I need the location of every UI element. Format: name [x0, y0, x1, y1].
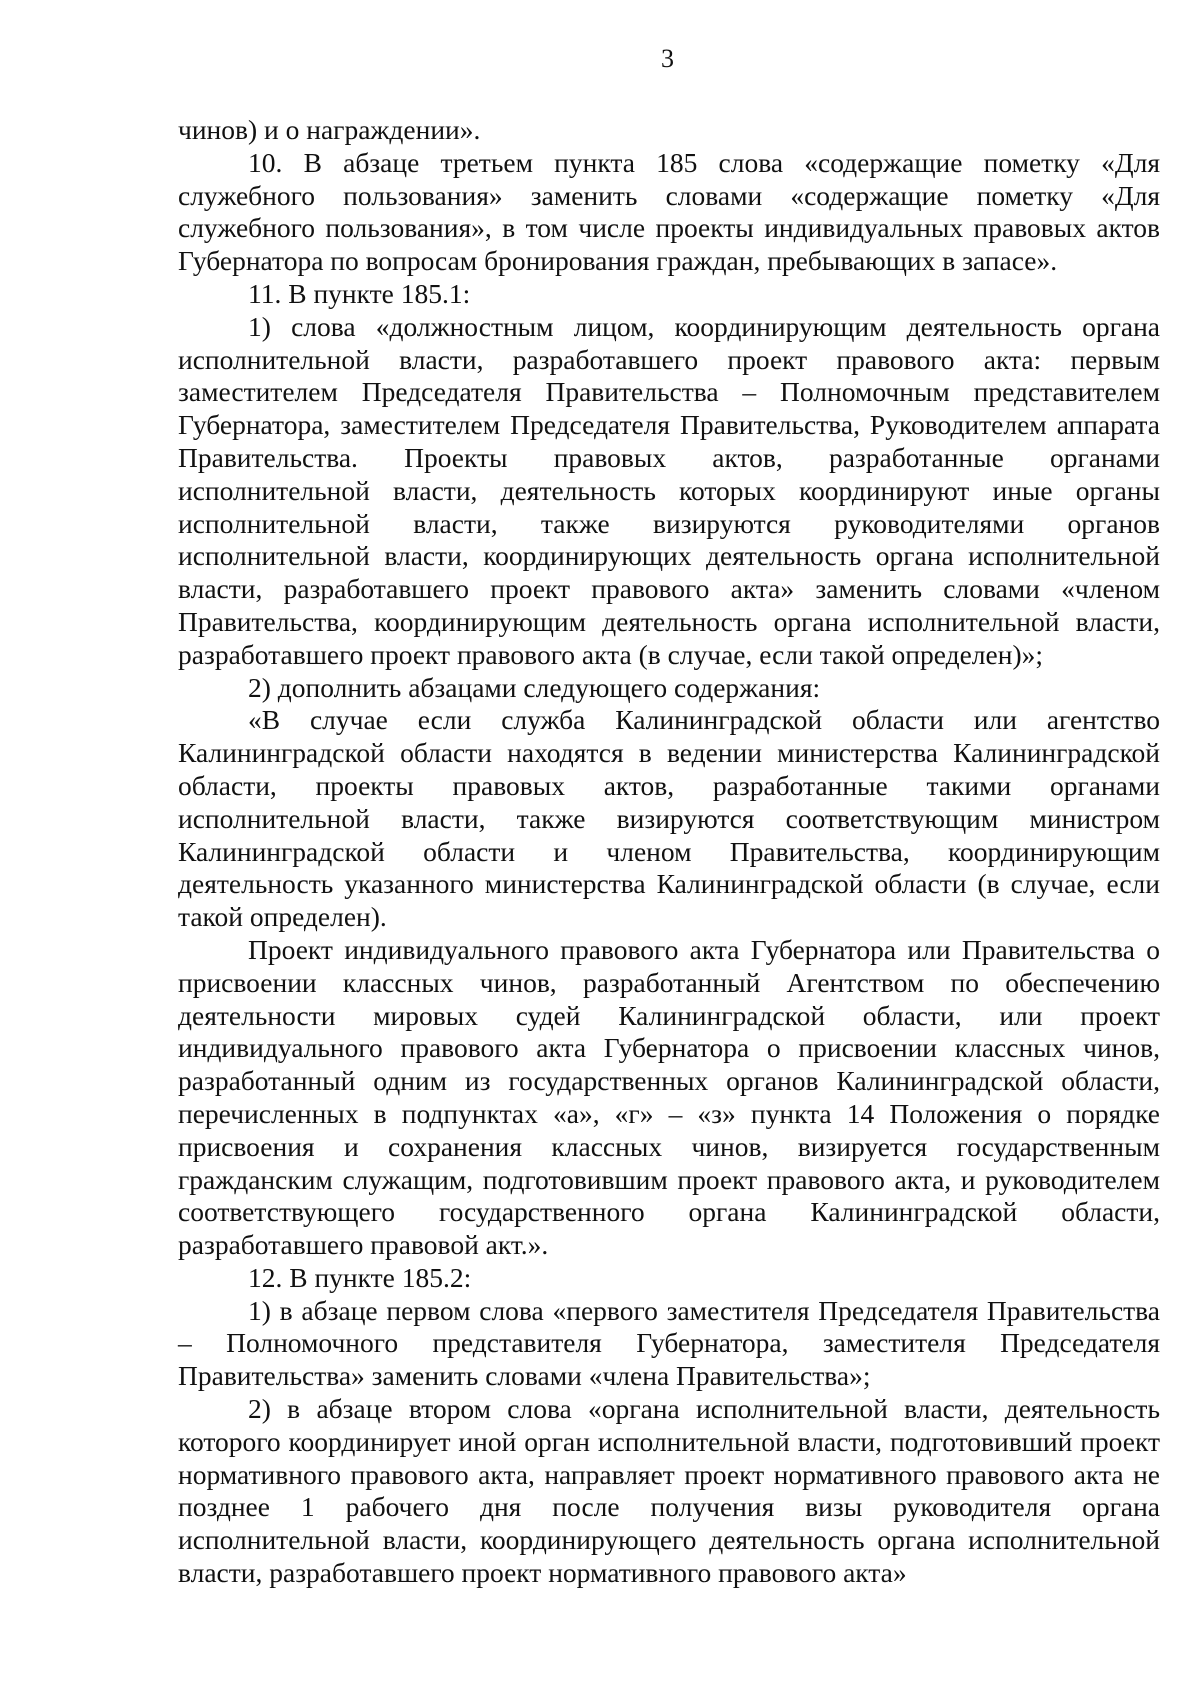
paragraph-item-12-sub-1: 1) в абзаце первом слова «первого заместителя Председателя Правительства – Полномочного представителя Губернатора, заместителя Председателя Правительства» заменить словами «члена Правительства»;	[178, 1294, 1160, 1392]
paragraph-item-12-heading: 12. В пункте 185.2:	[248, 1261, 472, 1293]
paragraph-continuation: чинов) и о награждении».	[178, 114, 481, 145]
paragraph-item-11-sub-2: 2) дополнить абзацами следующего содержания:	[248, 671, 821, 703]
page-number: 3	[661, 44, 674, 73]
paragraph-item-12-sub-2: 2) в абзаце втором слова «органа исполнительной власти, деятельность которого координирует иной орган исполнительной власти, подготовивший проект нормативного правового акта, направляет проект нормативного правового акта не позднее 1 рабочего дня после получения визы руководителя органа исполнительной власти, координирующего деятельность органа исполнительной власти, разработавшего проект нормативного правового акта»	[178, 1393, 1160, 1589]
paragraph-item-10: 10. В абзаце третьем пункта 185 слова «содержащие пометку «Для служебного пользования» заменить словами «содержащие пометку «Для служебного пользования», в том числе проекты индивидуальных правовых актов Губернатора по вопросам бронирования граждан, пребывающих в запасе».	[178, 146, 1160, 277]
paragraph-inserted-text-2: Проект индивидуального правового акта Губернатора или Правительства о присвоении классных чинов, разработанный Агентством по обеспечению деятельности мировых судей Калининградской области, или проект индивидуального правового акта Губернатора о присвоении классных чинов, разработанный одним из государственных органов Калининградской области, перечисленных в подпунктах «а», «г» – «з» пункта 14 Положения о порядке присвоения и сохранения классных чинов, визируется государственным гражданским служащим, подготовившим проект правового акта, и руководителем соответствующего государственного органа Калининградской области, разработавшего правовой акт.».	[178, 933, 1160, 1261]
paragraph-inserted-text-1: «В случае если служба Калининградской области или агентство Калининградской области находятся в ведении министерства Калининградской области, проекты правовых актов, разработанные такими органами исполнительной власти, также визируются соответствующим министром Калининградской области и членом Правительства, координирующим деятельность указанного министерства Калининградской области (в случае, если такой определен).	[178, 704, 1160, 933]
document-body	[178, 114, 1160, 1590]
paragraph-item-11-heading: 11. В пункте 185.1:	[248, 277, 471, 309]
paragraph-item-11-sub-1: 1) слова «должностным лицом, координирующим деятельность органа исполнительной власти, разработавшего проект правового акта: первым заместителем Председателя Правительства – Полномочным представителем Губернатора, заместителем Председателя Правительства, Руководителем аппарата Правительства. Проекты правовых актов, разработанные органами исполнительной власти, деятельность которых координируют иные органы исполнительной власти, также визируются руководителями органов исполнительной власти, координирующих деятельность органа исполнительной власти, разработавшего проект правового акта» заменить словами «членом Правительства, координирующим деятельность органа исполнительной власти, разработавшего проект правового акта (в случае, если такой определен)»;	[178, 310, 1160, 670]
